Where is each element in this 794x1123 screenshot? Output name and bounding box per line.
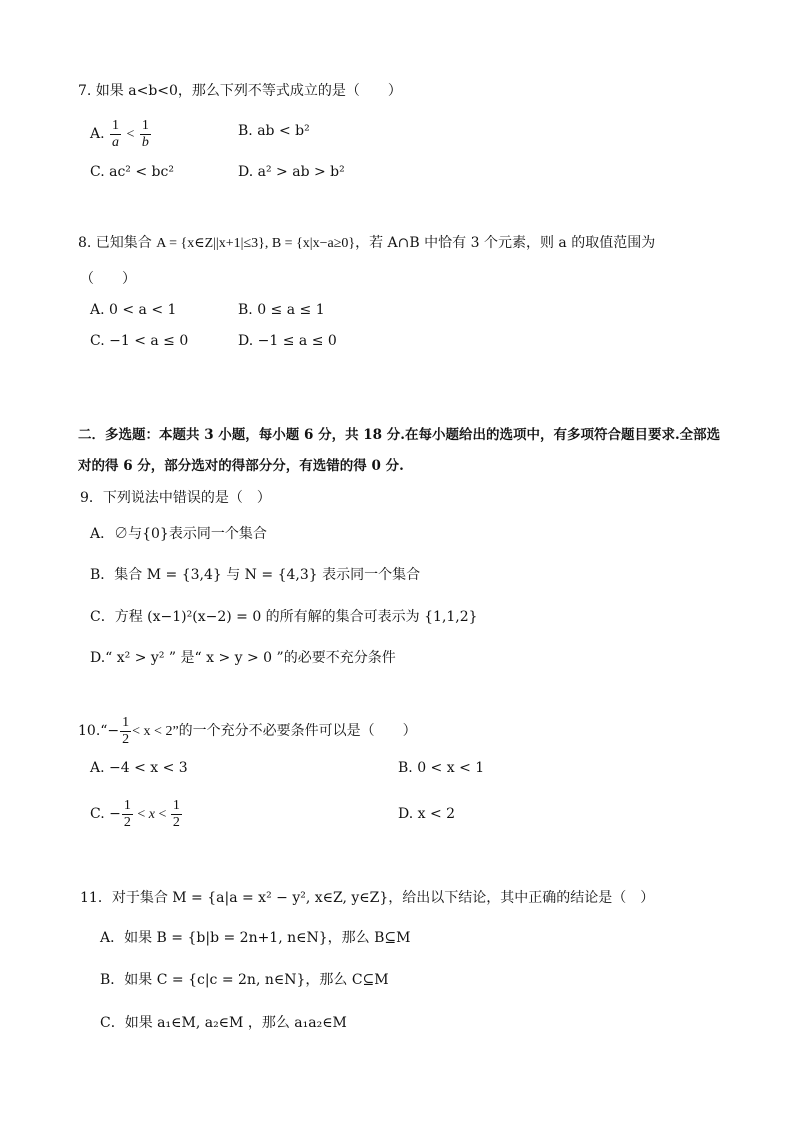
q11-option-b[interactable]: B．如果 C = {c|c = 2n, n∈N}，那么 C⊆M (100, 972, 389, 988)
q9-option-c[interactable]: C．方程 (x−1)²(x−2) = 0 的所有解的集合可表示为 {1,1,2} (90, 609, 478, 625)
q8-option-a[interactable]: A. 0 < a < 1 (90, 302, 177, 318)
q8-stem-suffix: ，若 A∩B 中恰有 3 个元素，则 a 的取值范围为 (355, 235, 656, 251)
q8-stem (78, 233, 655, 254)
q8-option-d[interactable]: D. −1 ≤ a ≤ 0 (238, 333, 337, 349)
q10-stem-prefix: 10.“− (78, 723, 120, 739)
q10-c-fraction-left: $\frac{1}{2}$ (123, 797, 131, 830)
q10-fraction-1-over-2: $\frac{1}{2}$ (122, 714, 130, 747)
q7-fraction-1-over-a: $\frac{1}{a}$ (112, 117, 120, 150)
q7-option-d[interactable]: D. a² > ab > b² (238, 164, 345, 180)
q10-option-b[interactable]: B. 0 < x < 1 (398, 760, 485, 776)
q10-stem-suffix: < x < 2”的一个充分不必要条件可以是（ ） (132, 724, 417, 739)
q10-option-c-label: C. − (90, 806, 121, 822)
q8-set-definitions: A = {x∈Z||x+1|≤3}, B = {x|x−a≥0} (156, 236, 356, 251)
q8-option-c[interactable]: C. −1 < a ≤ 0 (90, 333, 189, 349)
q10-option-a[interactable]: A. −4 < x < 3 (90, 760, 188, 776)
q11-stem: 11．对于集合 M = {a|a = x² − y², x∈Z, y∈Z}，给出以下结论，其中正确的结论是（ ） (80, 890, 655, 906)
q9-stem: 9．下列说法中错误的是（ ） (80, 490, 271, 506)
q7-option-a-label: A. (90, 126, 105, 142)
q7-option-b[interactable]: B. ab < b² (238, 123, 310, 139)
q7-fraction-1-over-b: $\frac{1}{b}$ (141, 117, 149, 150)
q9-option-b[interactable]: B．集合 M = {3,4} 与 N = {4,3} 表示同一个集合 (90, 567, 421, 583)
q7-option-a[interactable]: A. $\frac{1}{a}$ < $\frac{1}{b}$ (90, 117, 149, 150)
q8-stem-prefix: 8. 已知集合 (78, 235, 152, 251)
q9-option-d[interactable]: D.“ x² > y² ” 是“ x > y > 0 ”的必要不充分条件 (90, 650, 396, 666)
q10-option-c[interactable]: C. − $\frac{1}{2}$ < x < $\frac{1}{2}$ (90, 797, 180, 830)
q7-option-c[interactable]: C. ac² < bc² (90, 164, 174, 180)
q10-stem (78, 709, 417, 754)
q10-option-d[interactable]: D. x < 2 (398, 806, 456, 822)
section2-heading-line2: 对的得 6 分，部分选对的得部分分，有选错的得 0 分. (78, 458, 404, 474)
q7-stem: 7. 如果 a<b<0，那么下列不等式成立的是（ ） (78, 83, 402, 99)
q11-option-a[interactable]: A．如果 B = {b|b = 2n+1, n∈N}，那么 B⊆M (100, 930, 411, 946)
q8-answer-paren: （ ） (80, 271, 136, 287)
q8-option-b[interactable]: B. 0 ≤ a ≤ 1 (238, 302, 325, 318)
section2-heading-line1: 二．多选题：本题共 3 小题，每小题 6 分，共 18 分.在每小题给出的选项中，有多项符合题目要求.全部选 (78, 427, 721, 443)
q10-c-fraction-right: $\frac{1}{2}$ (172, 797, 180, 830)
q11-option-c[interactable]: C．如果 a₁∈M, a₂∈M ，那么 a₁a₂∈M (100, 1015, 347, 1031)
q9-option-a[interactable]: A．∅与{0}表示同一个集合 (90, 526, 267, 542)
